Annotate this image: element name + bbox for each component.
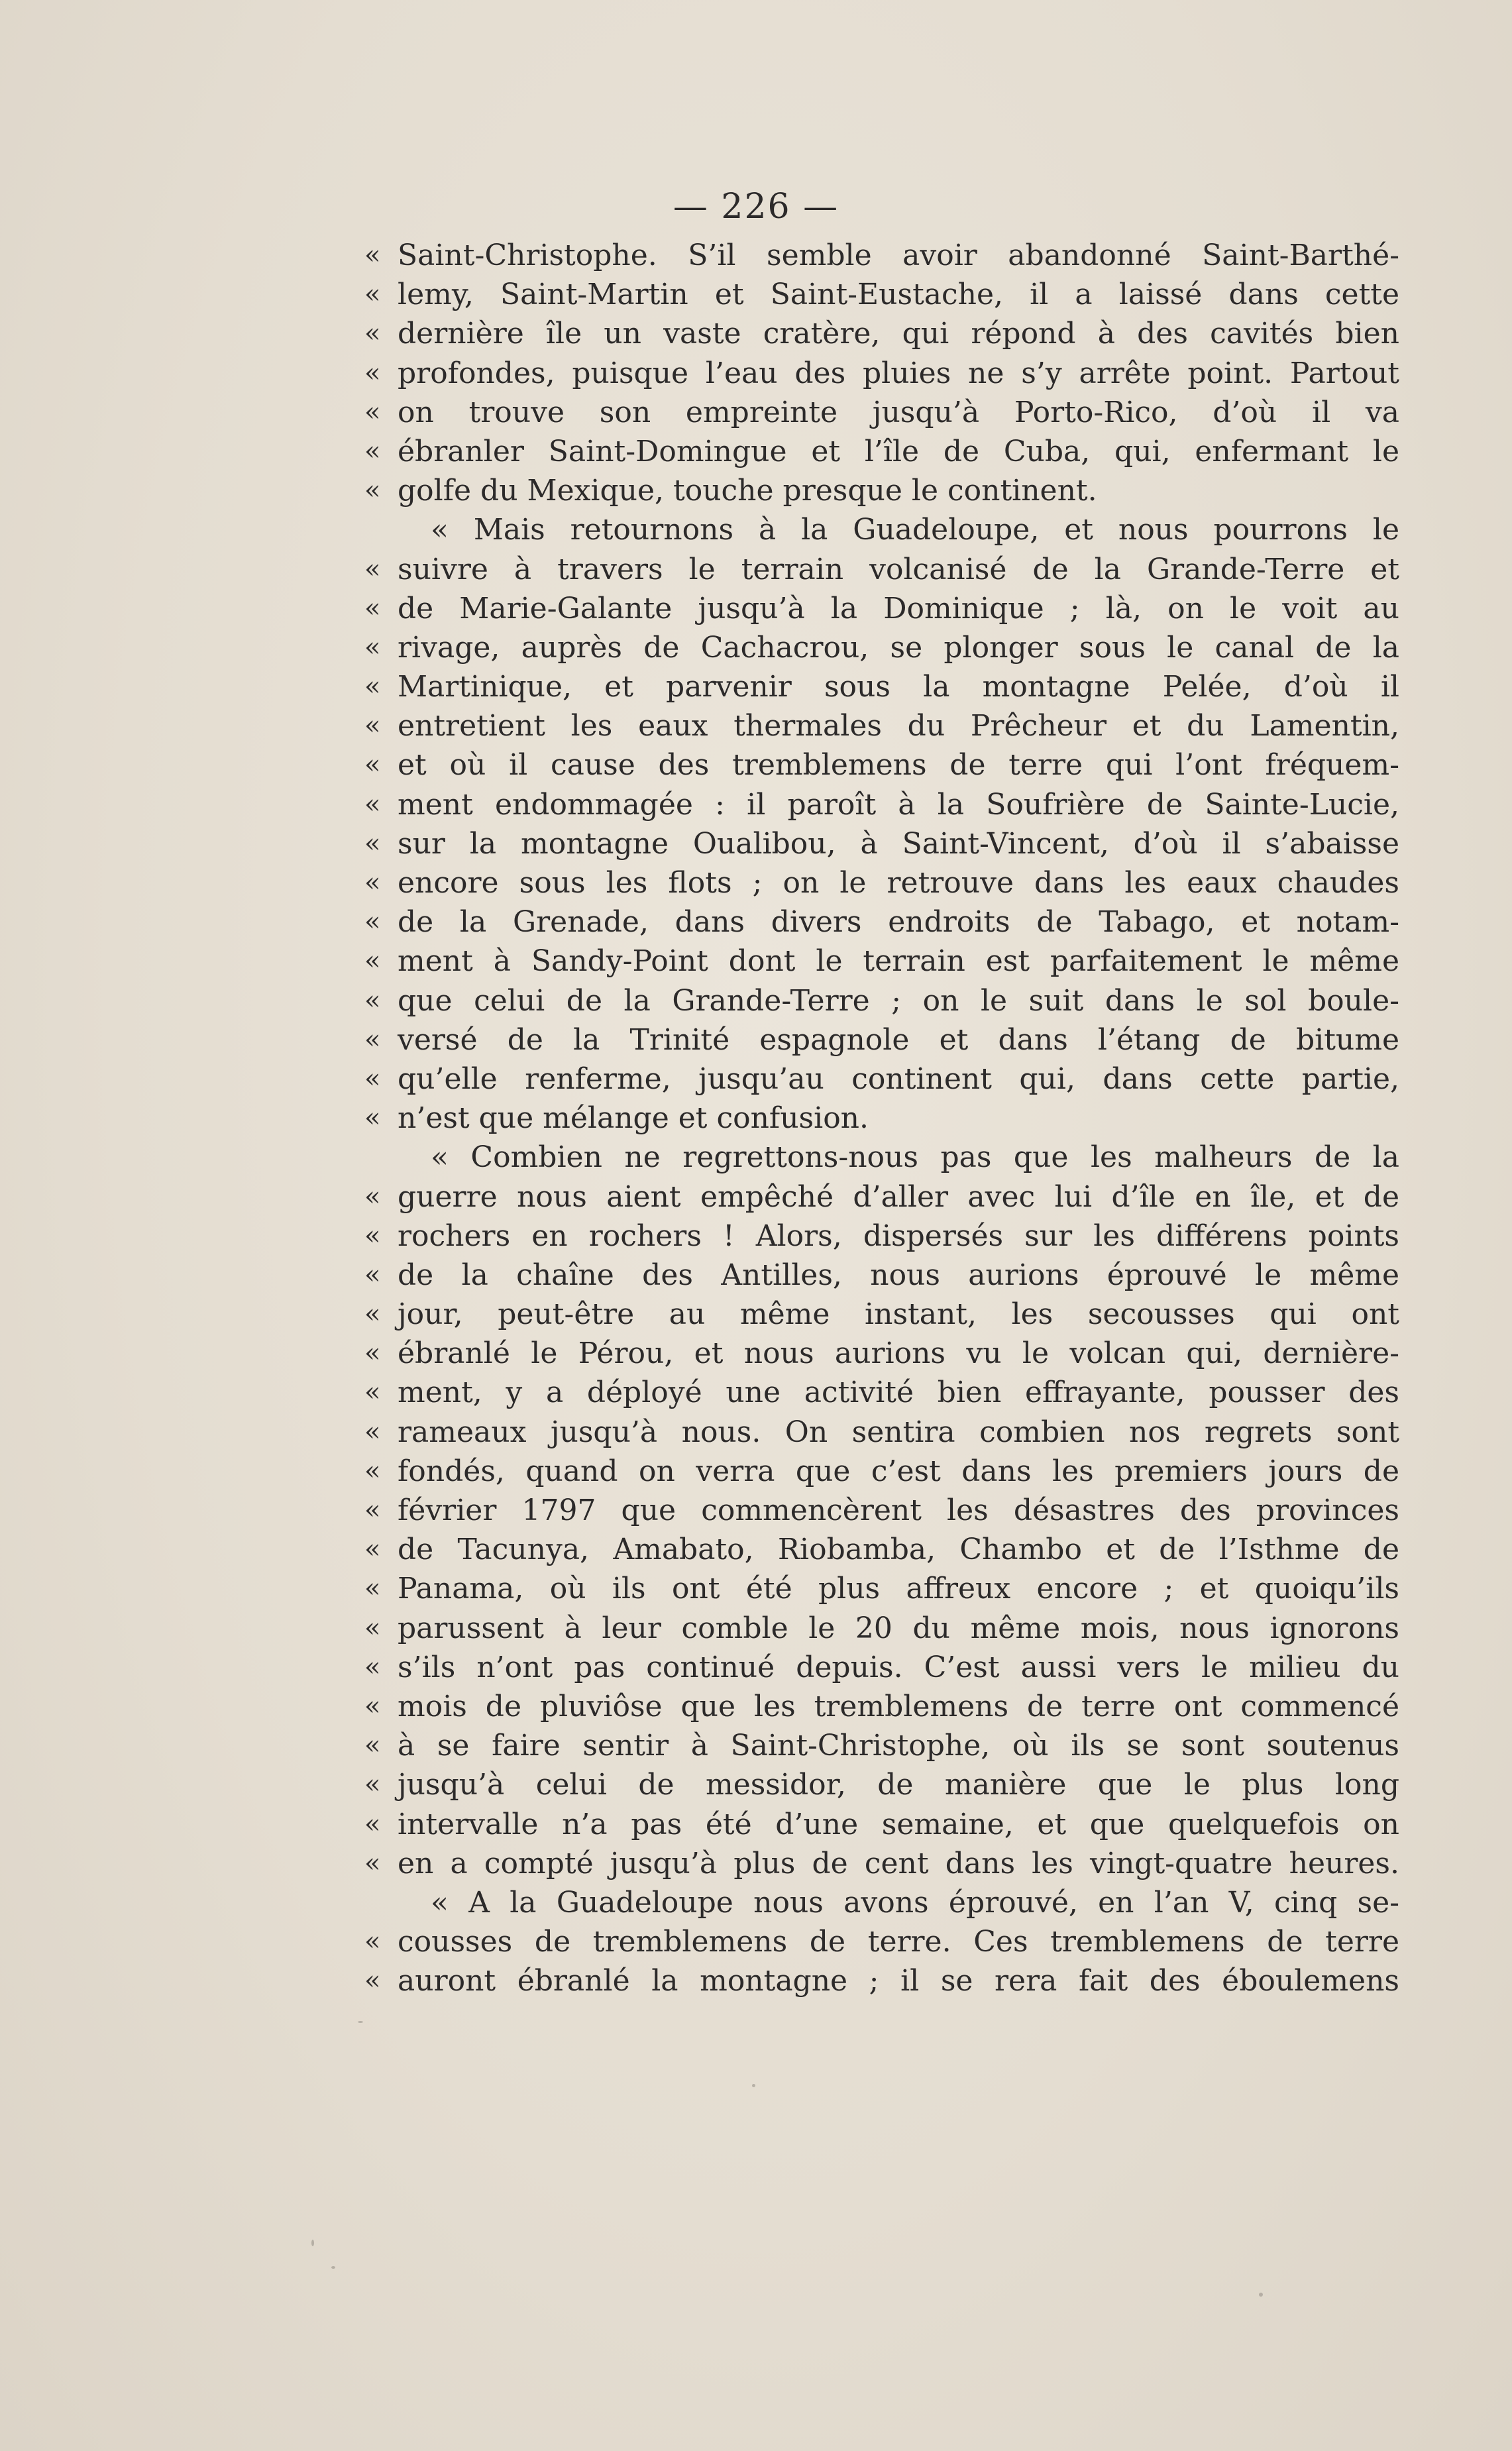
line-text: on trouve son empreinte jusqu’à Porto-Rico, d’où il va (398, 395, 1399, 429)
text-line (364, 1452, 1399, 1491)
paper-speck (311, 2240, 314, 2246)
line-text: rameaux jusqu’à nous. On sentira combien nos regrets sont (398, 1415, 1399, 1449)
text-line (364, 354, 1399, 393)
line-text: ébranlé le Pérou, et nous aurions vu le volcan qui, dernière- (398, 1336, 1399, 1371)
text-line (364, 236, 1399, 275)
quote-mark: « (364, 1534, 381, 1565)
quote-mark: « (364, 749, 381, 781)
quote-mark: « (364, 318, 381, 349)
quote-mark: « (364, 946, 381, 977)
line-text: versé de la Trinité espagnole et dans l’étang de bitume (398, 1022, 1399, 1057)
quote-mark: « (364, 1103, 381, 1134)
line-text: dernière île un vaste cratère, qui répond à des cavités bien (398, 317, 1399, 351)
line-text: n’est que mélange et confusion. (398, 1101, 869, 1136)
line-text: jour, peut-être au même instant, les secousses qui ont (398, 1297, 1399, 1332)
quote-mark: « (364, 1965, 381, 1996)
text-line (364, 1295, 1399, 1334)
quote-mark: « (364, 1220, 381, 1251)
quote-mark: « (364, 1024, 381, 1055)
text-line (364, 1020, 1399, 1060)
quote-mark: « (364, 357, 381, 388)
quote-mark: « (364, 906, 381, 938)
quote-mark: « (364, 1847, 381, 1879)
text-line (364, 785, 1399, 824)
quote-mark: « (364, 1730, 381, 1761)
line-text: lemy, Saint-Martin et Saint-Eustache, il a laissé dans cette (398, 278, 1399, 312)
text-line (364, 1844, 1399, 1883)
line-text: que celui de la Grande-Terre ; on le suit dans le sol boule- (398, 983, 1399, 1018)
line-text: en a compté jusqu’à plus de cent dans les vingt-quatre heures. (398, 1846, 1399, 1880)
line-text: profondes, puisque l’eau des pluies ne s’y arrête point. Partout (398, 356, 1399, 390)
line-text: et où il cause des tremblemens de terre qui l’ont fréquem- (398, 748, 1399, 783)
text-line (364, 863, 1399, 902)
line-text: cousses de tremblemens de terre. Ces tremblemens de terre (398, 1925, 1399, 1959)
text-line (364, 745, 1399, 785)
text-line (364, 1413, 1399, 1452)
paper-speck (358, 2021, 363, 2023)
quote-mark: « (364, 1495, 381, 1525)
paper-speck (331, 2266, 335, 2269)
text-line (364, 393, 1399, 432)
quote-mark: « (364, 867, 381, 898)
quote-mark: « (364, 1416, 381, 1447)
line-text: encore sous les flots ; on le retrouve dans les eaux chaudes (398, 866, 1399, 900)
text-line (364, 1922, 1399, 1961)
text-line (364, 1177, 1399, 1217)
quote-mark: « (364, 592, 381, 624)
line-text: suivre à travers le terrain volcanisé de la Grande-Terre et (398, 552, 1399, 586)
text-line (364, 275, 1399, 314)
quote-mark: « (364, 396, 381, 427)
line-text: ment, y a déployé une activité bien effrayante, pousser des (398, 1376, 1399, 1410)
quote-mark: « (364, 1259, 381, 1290)
line-text: parussent à leur comble le 20 du même mois, nous ignorons (398, 1611, 1399, 1645)
text-line (364, 1961, 1399, 2000)
text-line (364, 1491, 1399, 1530)
quote-mark: « (364, 631, 381, 663)
line-text: golfe du Mexique, touche presque le continent. (398, 474, 1097, 508)
text-line (364, 314, 1399, 353)
line-text: Saint-Christophe. S’il semble avoir abandonné Saint-Barthé- (398, 239, 1399, 272)
text-line (364, 1726, 1399, 1765)
quote-mark: « (364, 279, 381, 310)
line-text: mois de pluviôse que les tremblemens de terre ont commencé (398, 1689, 1399, 1723)
quote-mark: « (364, 1377, 381, 1408)
quote-mark: « (364, 671, 381, 702)
line-text: s’ils n’ont pas continué depuis. C’est aussi vers le milieu du (398, 1650, 1399, 1684)
text-line (364, 589, 1399, 628)
line-text: de la chaîne des Antilles, nous aurions éprouvé le même (398, 1258, 1399, 1292)
quote-mark: « (364, 1651, 381, 1682)
quote-mark: « (364, 828, 381, 859)
quote-mark: « (364, 1181, 381, 1212)
line-text: ment à Sandy-Point dont le terrain est parfaitement le même (398, 944, 1399, 979)
line-text: rochers en rochers ! Alors, dispersés sur les différens points (398, 1219, 1399, 1253)
quote-mark: « (364, 1808, 381, 1839)
quote-mark: « (364, 1455, 381, 1486)
text-line (364, 1217, 1399, 1256)
quote-mark: « (364, 1299, 381, 1330)
text-line-paragraph-start (398, 510, 1399, 549)
line-text: jusqu’à celui de messidor, de manière que le plus long (398, 1768, 1399, 1802)
text-line (364, 628, 1399, 667)
quote-mark: « (364, 789, 381, 820)
text-line (364, 1687, 1399, 1726)
quote-mark: « (364, 1769, 381, 1800)
line-text: Martinique, et parvenir sous la montagne Pelée, d’où il (398, 670, 1399, 704)
body-text (364, 236, 1399, 2000)
text-line (364, 902, 1399, 942)
quote-mark: « (364, 475, 381, 506)
line-text: fondés, quand on verra que c’est dans les premiers jours de (398, 1454, 1399, 1488)
line-text: entretient les eaux thermales du Prêcheur et du Lamentin, (398, 709, 1399, 743)
text-line (364, 942, 1399, 981)
line-text: Panama, où ils ont été plus affreux encore ; et quoiqu’ils (398, 1572, 1399, 1606)
text-line (364, 432, 1399, 471)
quote-mark: « (364, 710, 381, 741)
quote-mark: « (364, 435, 381, 466)
quote-mark: « (364, 1338, 381, 1369)
line-text: ment endommagée : il paroît à la Soufrière de Sainte-Lucie, (398, 787, 1399, 822)
quote-mark: « (364, 1612, 381, 1643)
line-text: de Tacunya, Amabato, Riobamba, Chambo et de l’Isthme de (398, 1533, 1399, 1567)
line-text: de la Grenade, dans divers endroits de Tabago, et notam- (398, 905, 1399, 940)
text-line (364, 1530, 1399, 1569)
quote-mark: « (364, 1063, 381, 1094)
quote-mark: « (364, 1926, 381, 1957)
text-line (364, 1648, 1399, 1687)
line-text: de Marie-Galante jusqu’à la Dominique ; là, on le voit au (398, 591, 1399, 626)
text-line (364, 1609, 1399, 1648)
paper-speck (1259, 2293, 1263, 2297)
line-text: guerre nous aient empêché d’aller avec lui d’île en île, et de (398, 1179, 1399, 1214)
line-text: « Mais retournons à la Guadeloupe, et nous pourrons le (431, 513, 1399, 547)
text-line (364, 471, 1399, 510)
text-line (364, 1373, 1399, 1412)
text-line (364, 1805, 1399, 1844)
text-line (364, 706, 1399, 745)
line-text: ébranler Saint-Domingue et l’île de Cuba, qui, enfermant le (398, 434, 1399, 468)
text-line (364, 1256, 1399, 1295)
line-text: février 1797 que commencèrent les désastres des provinces (398, 1494, 1399, 1527)
text-line (364, 1099, 1399, 1138)
line-text: à se faire sentir à Saint-Christophe, où ils se sont soutenus (398, 1729, 1399, 1763)
quote-mark: « (364, 1573, 381, 1604)
paper-speck (752, 2084, 755, 2087)
text-line (364, 1334, 1399, 1373)
quote-mark: « (364, 985, 381, 1016)
line-text: intervalle n’a pas été d’une semaine, et que quelquefois on (398, 1807, 1399, 1841)
line-text: qu’elle renferme, jusqu’au continent qui, dans cette partie, (398, 1062, 1399, 1096)
text-line (364, 1765, 1399, 1804)
line-text: « Combien ne regrettons-nous pas que les malheurs de la (431, 1140, 1399, 1175)
quote-mark: « (364, 240, 381, 270)
page-number: — 226 — (673, 187, 839, 227)
text-line (364, 981, 1399, 1020)
text-line (364, 824, 1399, 863)
line-text: rivage, auprès de Cachacrou, se plonger sous le canal de la (398, 630, 1399, 665)
quote-mark: « (364, 553, 381, 584)
text-line (364, 1569, 1399, 1608)
text-line (364, 1060, 1399, 1099)
text-line-paragraph-start (398, 1883, 1399, 1922)
text-line (364, 550, 1399, 589)
text-line (364, 667, 1399, 706)
text-line-paragraph-start (398, 1138, 1399, 1177)
line-text: sur la montagne Oualibou, à Saint-Vincent, d’où il s’abaisse (398, 826, 1399, 861)
line-text: « A la Guadeloupe nous avons éprouvé, en l’an V, cinq se- (431, 1885, 1399, 1920)
line-text: auront ébranlé la montagne ; il se rera fait des éboulemens (398, 1964, 1399, 1998)
quote-mark: « (364, 1690, 381, 1721)
